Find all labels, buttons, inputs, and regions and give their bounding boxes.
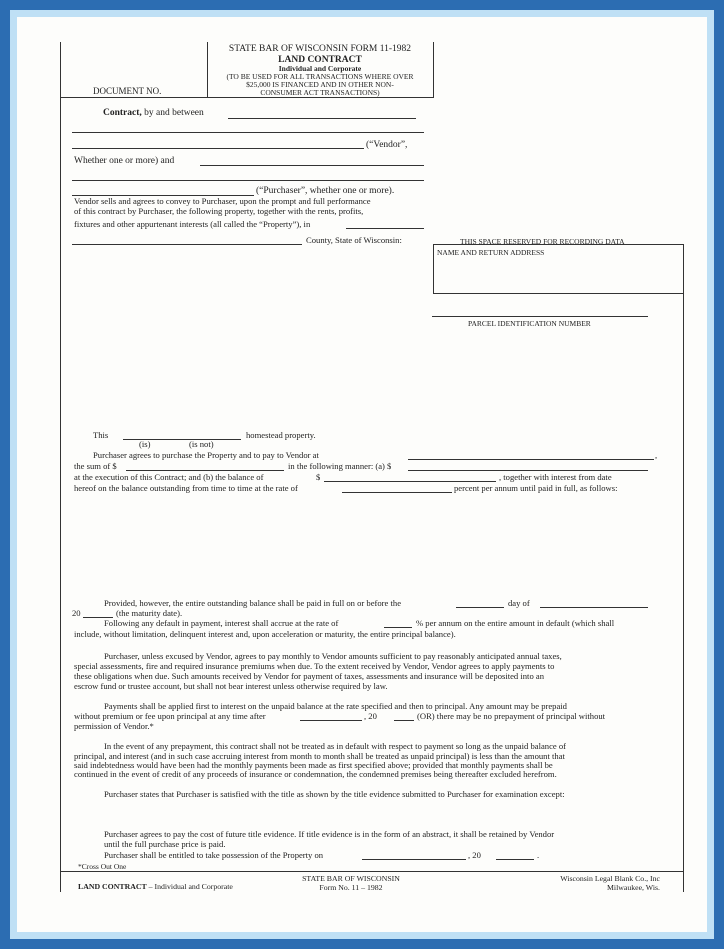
vendor-label: (“Vendor”, — [366, 140, 408, 150]
prepay-line-2a: without premium or fee upon principal at any time after — [74, 711, 266, 721]
footer-mid-1: STATE BAR OF WISCONSIN — [302, 874, 400, 883]
sells-line-1: Vendor sells and agrees to convey to Purchaser, upon the prompt and full performance — [74, 196, 371, 206]
between-blank[interactable] — [228, 118, 416, 119]
evidence-line-2: until the full purchase price is paid. — [104, 839, 226, 849]
county-label: County, State of Wisconsin: — [306, 235, 402, 245]
possession-line-a: Purchaser shall be entitled to take possession of the Property on — [104, 850, 324, 860]
prepay-line-1: Payments shall be applied first to interest on the unpaid balance at the rate specified and then to principal. Any amount may be prepaid — [104, 701, 567, 711]
provided-line-1a: Provided, however, the entire outstanding balance shall be paid in full on or before the — [104, 598, 402, 608]
recording-left-rule — [433, 244, 434, 294]
footer-rule — [60, 871, 684, 872]
possession-date-blank[interactable] — [362, 859, 466, 860]
recording-reserved: THIS SPACE RESERVED FOR RECORDING DATA — [460, 237, 625, 246]
event-line-1: In the event of any prepayment, this contract shall not be treated as in default with respect to payment so long as the unpaid balance of — [104, 741, 567, 751]
party-blank-1[interactable] — [72, 132, 424, 133]
prepay-date-blank[interactable] — [300, 720, 362, 721]
provided-line-3b: % per annum on the entire amount in default (which shall — [416, 618, 615, 628]
header-left-rule — [60, 42, 61, 100]
payment-line-4b: percent per annum until paid in full, as follows: — [454, 483, 618, 493]
cross-out-note: *Cross Out One — [78, 862, 127, 871]
doc-title: LAND CONTRACT — [278, 55, 362, 65]
parcel-label: PARCEL IDENTIFICATION NUMBER — [468, 319, 591, 328]
header-note-1: (TO BE USED FOR ALL TRANSACTIONS WHERE OVER — [226, 72, 414, 81]
provided-line-3a: Following any default in payment, interest shall accrue at the rate of — [104, 618, 339, 628]
page-left-rule — [60, 97, 61, 892]
event-line-4: continued in the event of credit of any proceeds of insurance or condemnation, the condemned premises being thereafter excluded herefrom. — [74, 769, 557, 779]
footer-right-2: Milwaukee, Wis. — [606, 883, 660, 892]
doc-subtitle: Individual and Corporate — [278, 64, 362, 73]
provided-line-2a: 20 — [72, 608, 81, 618]
payment-line-3a: at the execution of this Contract; and (b) the balance of — [74, 472, 264, 482]
purchaser-blank-1[interactable] — [200, 165, 424, 166]
payment-line-2b: in the following manner: (a) $ — [288, 461, 392, 471]
header-right-rule — [433, 42, 434, 98]
footer-right-1: Wisconsin Legal Blank Co., Inc — [560, 874, 660, 883]
homestead-is: (is) — [139, 439, 151, 449]
payment-line-4a: hereof on the balance outstanding from time to time at the rate of — [74, 483, 298, 493]
taxes-line-4: escrow fund or trustee account, but shall not bear interest unless otherwise required by law. — [74, 681, 388, 691]
payment-line-3c: , together with interest from date — [499, 472, 612, 482]
document-no-label: DOCUMENT NO. — [93, 86, 162, 96]
provided-line-1b: day of — [508, 598, 530, 608]
page-right-rule — [683, 244, 684, 892]
month-blank[interactable] — [540, 607, 648, 608]
purchaser-blank-2[interactable] — [72, 180, 424, 181]
county-blank[interactable] — [72, 244, 302, 245]
purchaser-label: (“Purchaser”, whether one or more). — [256, 186, 395, 196]
whether-one-or-more: Whether one or more) and — [74, 156, 175, 166]
recording-bottom-rule — [433, 293, 683, 294]
evidence-line-1: Purchaser agrees to pay the cost of future title evidence. If title evidence is in the form of an abstract, it shall be retained by Vendor — [104, 829, 555, 839]
possession-line-c: . — [537, 850, 540, 860]
vendor-blank[interactable] — [72, 148, 364, 149]
payment-line-3b: $ — [316, 472, 321, 482]
comma: , — [655, 450, 658, 460]
taxes-line-3: these obligations when due. Such amounts received by Vendor for payment of taxes, assessments and insurance will be deposited into an — [74, 671, 544, 681]
taxes-line-2: special assessments, fire and required insurance premiums when due. To the extent received by Vendor, Vendor agrees to apply payments to — [74, 661, 555, 671]
homestead-is-not: (is not) — [189, 439, 214, 449]
possession-year-blank[interactable] — [496, 859, 534, 860]
default-rate-blank[interactable] — [384, 627, 412, 628]
amount-a-blank[interactable] — [408, 470, 648, 471]
property-in-blank[interactable] — [346, 228, 424, 229]
provided-line-4: include, without limitation, delinquent interest and, upon acceleration or maturity, the entire principal balance). — [74, 629, 456, 639]
recording-top-rule — [433, 244, 683, 245]
sells-line-3: fixtures and other appurtenant interests (all called the “Property”), in — [74, 219, 311, 229]
taxes-line-1: Purchaser, unless excused by Vendor, agrees to pay monthly to Vendor amounts sufficient to pay reasonably anticipated annual taxes, — [104, 651, 562, 661]
event-line-2: principal, and interest (and in such case accruing interest from month to month shall be treated as unpaid principal) is less than the amount that — [74, 751, 565, 761]
footer-left: LAND CONTRACT – Individual and Corporate — [78, 882, 233, 891]
header-note-2: $25,000 IS FINANCED AND IN OTHER NON- — [246, 80, 394, 89]
prepay-line-3: permission of Vendor.* — [74, 721, 154, 731]
sells-line-2: of this contract by Purchaser, the following property, together with the rents, profits, — [74, 206, 364, 216]
homestead-this: This — [93, 430, 109, 440]
event-line-3: said indebtedness would have been had the monthly payments been made as first specified above; provided that monthly payments shall be — [74, 760, 553, 770]
form-title: STATE BAR OF WISCONSIN FORM 11-1982 — [228, 44, 412, 54]
footer-mid-2: Form No. 11 – 1982 — [319, 883, 383, 892]
payment-line-2a: the sum of $ — [74, 461, 117, 471]
pay-at-blank[interactable] — [408, 459, 654, 460]
contract-line: Contract, by and between — [103, 108, 204, 118]
sum-blank[interactable] — [126, 470, 284, 471]
provided-line-2b: (the maturity date). — [116, 608, 183, 618]
balance-blank[interactable] — [324, 481, 496, 482]
name-return-address: NAME AND RETURN ADDRESS — [437, 248, 545, 257]
payment-line-1: Purchaser agrees to purchase the Property and to pay to Vendor at — [93, 450, 319, 460]
title-line-1: Purchaser states that Purchaser is satisfied with the title as shown by the title evidence submitted to Purchaser for examination except: — [104, 789, 565, 799]
prepay-line-2b: , 20 — [364, 711, 377, 721]
prepay-line-2c: (OR) there may be no prepayment of principal without — [417, 711, 606, 721]
prepay-year-blank[interactable] — [394, 720, 414, 721]
possession-line-b: , 20 — [468, 850, 481, 860]
homestead-label: homestead property. — [246, 430, 316, 440]
header-note-3: CONSUMER ACT TRANSACTIONS) — [260, 88, 380, 97]
day-blank[interactable] — [456, 607, 504, 608]
parcel-blank[interactable] — [432, 316, 648, 317]
rate-blank[interactable] — [342, 492, 452, 493]
